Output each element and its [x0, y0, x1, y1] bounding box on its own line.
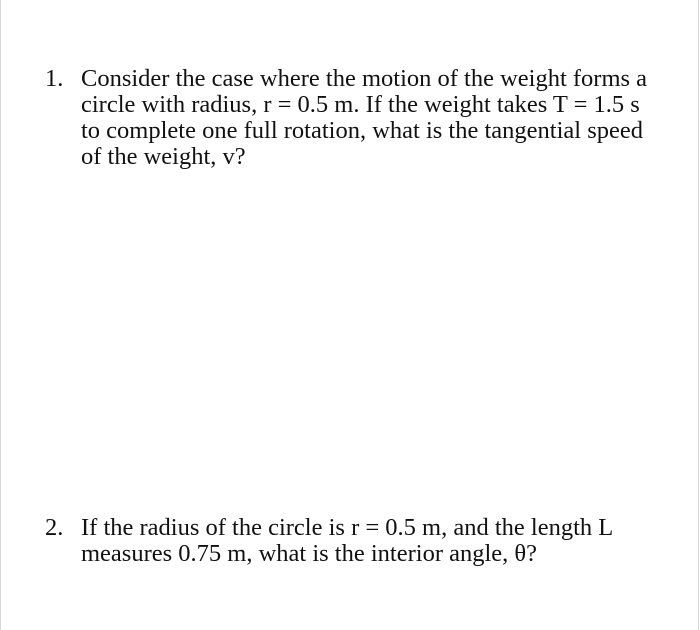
question-2-text	[81, 515, 685, 567]
question-1-number: 1.	[45, 65, 64, 92]
question-1-line-2: circle with radius, r = 0.5 m. If the weight takes T = 1.5 s	[81, 91, 640, 118]
question-1-line-3: to complete one full rotation, what is the tangential speed	[81, 117, 643, 144]
question-2-line-2: measures 0.75 m, what is the interior angle, θ?	[81, 540, 538, 567]
question-2	[45, 515, 685, 567]
question-2-line-1: If the radius of the circle is r = 0.5 m, and the length L	[81, 514, 614, 541]
question-1	[45, 66, 685, 170]
question-2-number: 2.	[45, 514, 64, 541]
question-1-line-4: of the weight, v?	[81, 143, 246, 170]
page-border-right	[698, 0, 699, 630]
question-1-line-1: Consider the case where the motion of the weight forms a	[81, 65, 648, 92]
page-border-left	[0, 0, 1, 630]
question-1-text	[81, 66, 685, 170]
